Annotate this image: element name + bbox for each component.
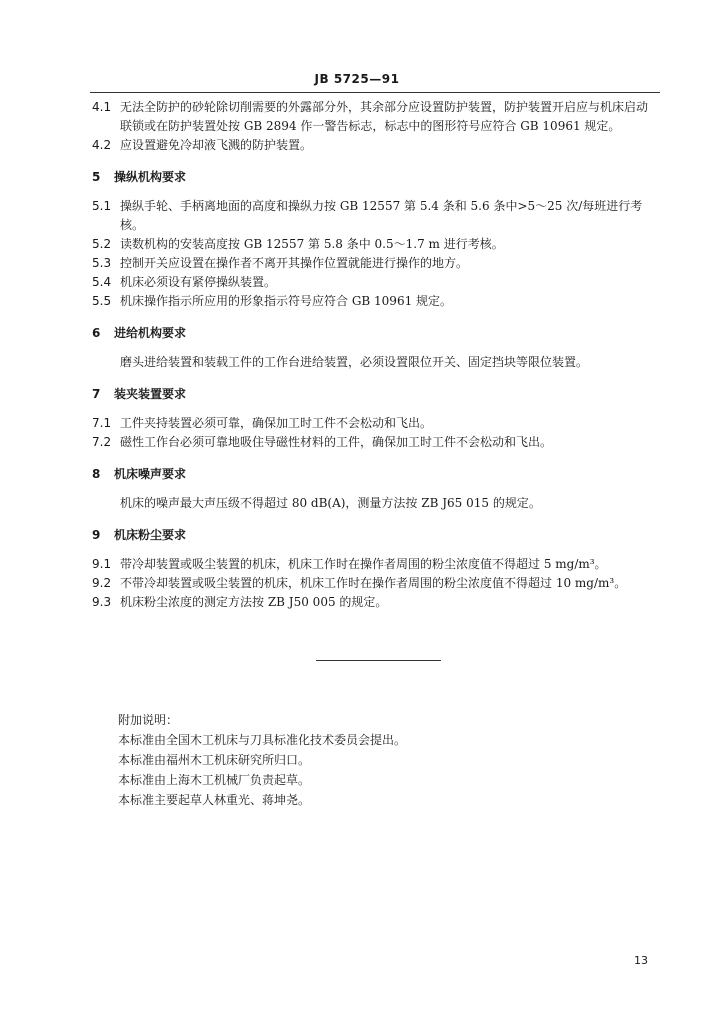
- section-number: 8: [92, 467, 101, 481]
- clause-4-2: [92, 136, 658, 155]
- clause-text: 工件夹持装置必须可靠，确保加工时工件不会松动和飞出。: [120, 416, 433, 430]
- clause-7-1: [92, 414, 658, 433]
- end-of-text-rule: [316, 660, 441, 661]
- clause-number: 9.2: [92, 576, 112, 590]
- clause-number: 5.5: [92, 294, 112, 308]
- note-line: 本标准由福州木工机床研究所归口。: [118, 753, 311, 767]
- clause-5-1: [92, 197, 658, 235]
- note-line: 本标准主要起草人林重光、蒋坤尧。: [118, 793, 311, 807]
- clause-text: 机床粉尘浓度的测定方法按 ZB J50 005 的规定。: [120, 595, 388, 609]
- section-6-paragraph: 磨头进给装置和装载工件的工作台进给装置，必须设置限位开关、固定挡块等限位装置。: [120, 355, 589, 369]
- clause-number: 9.1: [92, 557, 112, 571]
- clause-9-1: [92, 555, 658, 574]
- clause-number: 5.2: [92, 237, 112, 251]
- section-number: 5: [92, 170, 101, 184]
- clause-number: 5.3: [92, 256, 112, 270]
- clause-9-3: [92, 593, 658, 612]
- clause-text: 磁性工作台必须可靠地吸住导磁性材料的工件，确保加工时工件不会松动和飞出。: [120, 435, 553, 449]
- clause-text: 不带冷却装置或吸尘装置的机床，机床工作时在操作者周围的粉尘浓度值不得超过 10 mg/m³。: [120, 576, 627, 590]
- section-number: 7: [92, 387, 101, 401]
- section-title: 操纵机构要求: [114, 170, 187, 184]
- clause-7-2: [92, 433, 658, 452]
- note-line: 本标准由上海木工机械厂负责起草。: [118, 773, 311, 787]
- section-number: 9: [92, 528, 101, 542]
- section-heading-8: [92, 465, 658, 484]
- section-title: 机床粉尘要求: [114, 528, 187, 542]
- header-divider: [90, 92, 660, 93]
- clause-5-4: [92, 273, 658, 292]
- section-heading-7: [92, 385, 658, 404]
- clause-5-3: [92, 254, 658, 273]
- clause-text: 应设置避免冷却液飞溅的防护装置。: [120, 138, 313, 152]
- clause-number: 4.2: [92, 138, 112, 152]
- clause-number: 4.1: [92, 100, 112, 114]
- section-title: 进给机构要求: [114, 326, 187, 340]
- clause-text: 机床必须设有紧停操纵装置。: [120, 275, 277, 289]
- clause-number: 7.2: [92, 435, 112, 449]
- clause-number: 7.1: [92, 416, 112, 430]
- clause-text: 无法全防护的砂轮除切削需要的外露部分外，其余部分应设置防护装置，防护装置开启应与机床启动联锁或在防护装置处按 GB 2894 作一警告标志，标志中的图形符号应符合 GB 10961 规定。: [120, 100, 649, 133]
- clause-number: 9.3: [92, 595, 112, 609]
- page-number: 13: [634, 954, 648, 967]
- section-number: 6: [92, 326, 101, 340]
- clause-number: 5.4: [92, 275, 112, 289]
- clause-text: 带冷却装置或吸尘装置的机床，机床工作时在操作者周围的粉尘浓度值不得超过 5 mg/m³。: [120, 557, 607, 571]
- document-body: [92, 98, 658, 612]
- note-line: 本标准由全国木工机床与刀具标准化技术委员会提出。: [118, 733, 407, 747]
- section-8-paragraph: 机床的噪声最大声压级不得超过 80 dB(A)，测量方法按 ZB J65 015 的规定。: [120, 496, 541, 510]
- section-heading-6: [92, 324, 658, 343]
- clause-9-2: [92, 574, 658, 593]
- clause-4-1: [92, 98, 658, 136]
- section-title: 装夹装置要求: [114, 387, 187, 401]
- section-title: 机床噪声要求: [114, 467, 187, 481]
- additional-notes: [118, 710, 638, 810]
- clause-text: 控制开关应设置在操作者不离开其操作位置就能进行操作的地方。: [120, 256, 469, 270]
- section-heading-9: [92, 526, 658, 545]
- clause-text: 操纵手轮、手柄离地面的高度和操纵力按 GB 12557 第 5.4 条和 5.6 条中>5～25 次/每班进行考核。: [120, 199, 643, 232]
- clause-5-2: [92, 235, 658, 254]
- clause-text: 机床操作指示所应用的形象指示符号应符合 GB 10961 规定。: [120, 294, 453, 308]
- clause-5-5: [92, 292, 658, 311]
- standard-code-header: JB 5725—91: [314, 72, 400, 86]
- notes-title: 附加说明：: [118, 713, 179, 727]
- clause-number: 5.1: [92, 199, 112, 213]
- clause-text: 读数机构的安装高度按 GB 12557 第 5.8 条中 0.5～1.7 m 进行考核。: [120, 237, 504, 251]
- section-heading-5: [92, 168, 658, 187]
